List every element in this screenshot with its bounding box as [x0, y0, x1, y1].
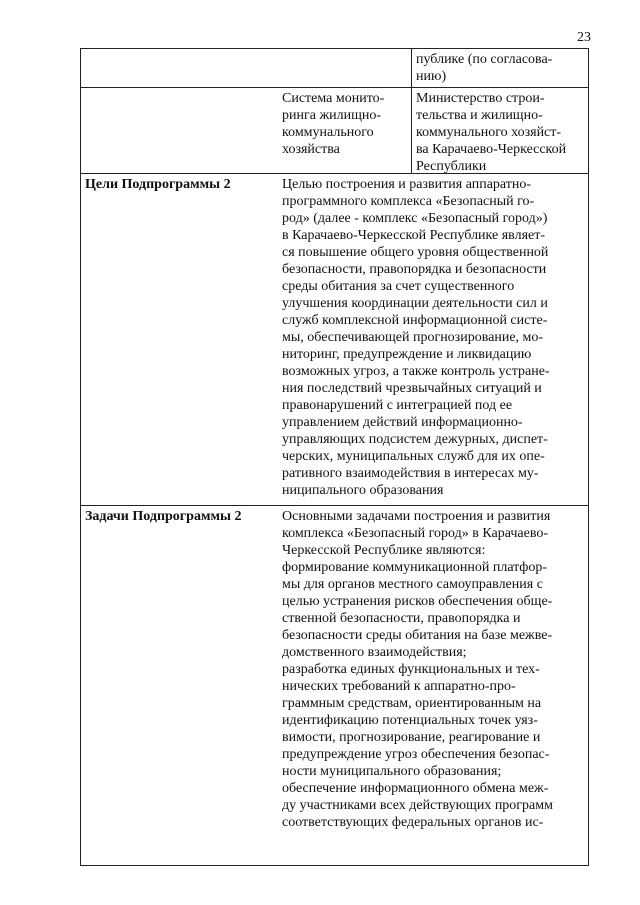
row-divider [81, 505, 588, 506]
responsible-ministry-cell: Министерство строи- тельства и жилищно- коммунального хозяйст- ва Карачаево-Черкесской Республики [416, 91, 567, 173]
row-divider [81, 173, 588, 174]
goals-text: Целью построения и развития аппаратно- программного комплекса «Безопасный го- род» (далее - комплекс «Безопасный город») в Карачаево-Черкесской Республике являет- ся повышение общего уровня общественной безопасности, правопорядка и безопасности среды обитания за счет существенного улучшения координации деятельности сил и служб комплексной информационной систе- мы, обеспечивающей прогнозирование, мо- ниторинг, предупреждение и ликвидацию возможных угроз, а также контроль устране- ния последствий чрезвычайных ситуаций и правонарушений с интеграцией под ее управлением действий информационно- управляющих подсистем дежурных, диспет- черских, муниципальных служб для их опе- ративного взаимодействия в интересах му- ниципального образования [282, 177, 550, 498]
tasks-label: Задачи Подпрограммы 2 [85, 509, 242, 524]
tasks-text: Основными задачами построения и развития комплекса «Безопасный город» в Карачаево- Черкесской Республике являются: формирование коммуникационной платфор- мы для органов местного самоуправления с целью устранения рисков обеспечения обще- ственной безопасности, правопорядка и безопасности среды обитания на базе межве- домственного взаимодействия; разработка единых функциональных и тех- нических требований к аппаратно-про- граммным средствам, ориентированным на идентификацию потенциальных точек уяз- вимости, прогнозирование, реагирование и предупреждение угроз обеспечения безопас- ности муниципального образования; обеспечение информационного обмена меж- ду участниками всех действующих программ соответствующих федеральных органов ис- [282, 509, 553, 830]
row-divider [81, 87, 588, 88]
goals-label: Цели Подпрограммы 2 [85, 177, 231, 192]
program-table [80, 48, 589, 866]
column-divider [411, 49, 412, 173]
system-name-cell: Система монито- ринга жилищно- коммунального хозяйства [282, 91, 385, 157]
responsible-cell-continued: публике (по согласова- нию) [416, 52, 553, 84]
page-number: 23 [577, 30, 591, 45]
